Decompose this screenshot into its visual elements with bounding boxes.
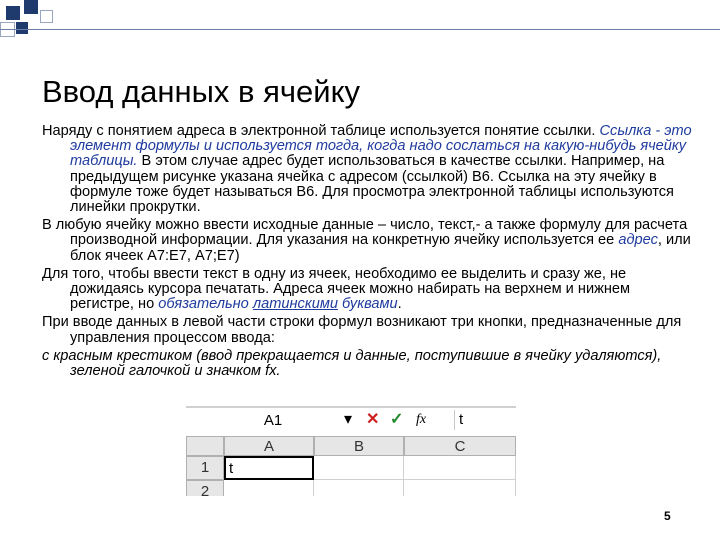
sheet-grid bbox=[186, 436, 516, 496]
text-run: В этом случае адрес будет использоваться в качестве ссылки. Например, на предыдущем рисунке указана ячейка с адресом (ссылкой) В6. Ссылка на эту ячейку в формуле тоже будет называться В6. Для просмотра электронной таблицы используются линейки прокрутки. bbox=[70, 153, 674, 216]
insert-function-icon[interactable]: fx bbox=[416, 412, 427, 427]
row-header-1[interactable]: 1 bbox=[186, 456, 224, 480]
cell-a2[interactable] bbox=[224, 480, 314, 496]
emphasis-text: адрес bbox=[618, 232, 658, 249]
cell-b1[interactable] bbox=[314, 456, 404, 480]
slide-body bbox=[42, 124, 696, 382]
paragraph bbox=[42, 218, 696, 264]
column-header-a[interactable]: A bbox=[224, 436, 314, 456]
formula-bar bbox=[186, 406, 516, 434]
spreadsheet-fragment bbox=[186, 402, 516, 496]
emphasis-text: обязательно bbox=[158, 296, 249, 313]
decor-square bbox=[40, 10, 53, 23]
emphasis-text: буквами bbox=[342, 296, 398, 313]
checkmark-icon[interactable]: ✓ bbox=[390, 411, 404, 428]
cell-a1[interactable]: t bbox=[224, 456, 314, 480]
decor-square bbox=[24, 0, 38, 14]
select-all-corner[interactable] bbox=[186, 436, 224, 456]
decor-square bbox=[16, 22, 28, 34]
cell-b2[interactable] bbox=[314, 480, 404, 496]
page-number: 5 bbox=[664, 509, 671, 523]
text-run: В любую ячейку можно ввести исходные данные – число, текст,- а также формулу для расчета производной информации. Для указания на конкретную ячейку используется ее bbox=[42, 217, 688, 249]
name-box[interactable]: A1 bbox=[192, 410, 354, 432]
decor-square bbox=[6, 6, 20, 20]
cell-c2[interactable] bbox=[404, 480, 516, 496]
text-run: , или блок ячеек А7:Е7, А7;Е7) bbox=[70, 232, 691, 264]
formula-buttons bbox=[344, 408, 454, 432]
cell-c1[interactable] bbox=[404, 456, 516, 480]
column-header-b[interactable]: B bbox=[314, 436, 404, 456]
paragraph bbox=[42, 267, 696, 313]
formula-input[interactable]: t bbox=[454, 410, 516, 430]
definition-text: Ссылка - это элемент формулы и используется тогда, когда надо сослаться на какую-нибудь ячейку таблицы. bbox=[70, 123, 692, 170]
header-rule bbox=[0, 29, 720, 30]
chevron-down-icon[interactable]: ▾ bbox=[344, 411, 353, 428]
row-header-2[interactable]: 2 bbox=[186, 480, 224, 496]
paragraph bbox=[42, 349, 696, 379]
text-run: . bbox=[397, 296, 402, 313]
text-run: Для того, чтобы ввести текст в одну из ячеек, необходимо ее выделить и сразу же, не дожидаясь курсора печатать. Адреса ячеек можно набирать на верхнем и нижнем регистре, но bbox=[42, 265, 631, 313]
paragraph bbox=[42, 315, 696, 345]
text-run: При вводе данных в левой части строки формул возникают три кнопки, предназначенные для управления процессом ввода: bbox=[42, 314, 682, 346]
cancel-icon[interactable]: ✕ bbox=[366, 411, 380, 428]
emphasis-underlined-text: латинскими bbox=[252, 296, 338, 313]
text-run: Наряду с понятием адреса в электронной таблице используется понятие ссылки. bbox=[42, 123, 600, 139]
text-run: с красным крестиком (ввод прекращается и данные, поступившие в ячейку удаляются), зеленой галочкой и значком fx. bbox=[42, 347, 662, 380]
column-header-c[interactable]: C bbox=[404, 436, 516, 456]
slide-title: Ввод данных в ячейку bbox=[42, 74, 361, 109]
paragraph bbox=[42, 124, 696, 215]
